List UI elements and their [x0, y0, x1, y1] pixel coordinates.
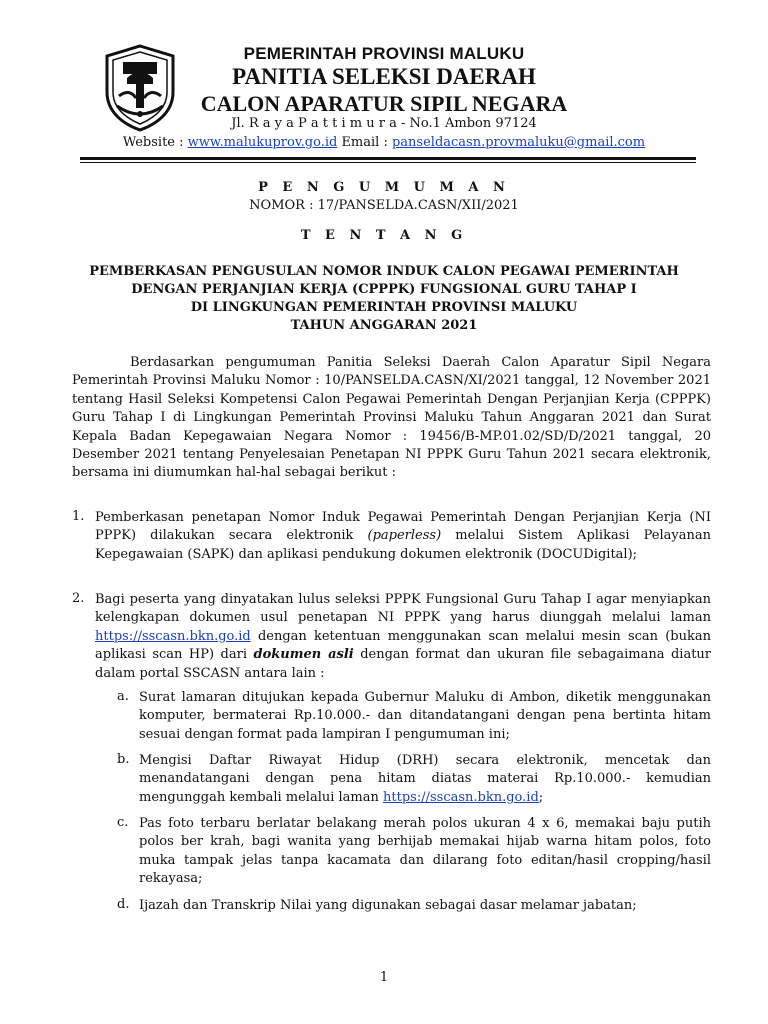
sub-item-b-letter: b. [117, 752, 130, 767]
letterhead-divider-thin [80, 162, 696, 163]
intro-paragraph: Berdasarkan pengumuman Panitia Seleksi Daerah Calon Aparatur Sipil Negara Pemerintah Provinsi Maluku Nomor : 10/PANSELDA.CASN/XI/2021 tanggal, 12 November 2021 tentang Hasil Seleksi Kompetensi Calon Pegawai Pemerintah Dengan Perjanjian Kerja (CPPPK) Guru Tahap I di Lingkungan Pemerintah Provinsi Maluku Tahun Anggaran 2021 dan Surat Kepala Badan Kepegawaian Negara Nomor : 19456/B-MP.01.02/SD/D/2021 tanggal, 20 Desember 2021 tentang Penyelesaian Penetapan NI PPPK Guru Tahun 2021 secara elektronik, bersama ini diumumkan hal-hal sebagai berikut : [72, 355, 711, 481]
sub-item-b-text [139, 752, 711, 807]
website-label: Website : [122, 135, 188, 150]
email-label: Email : [337, 135, 392, 150]
item-1-number: 1. [72, 509, 85, 524]
item-2-number: 2. [72, 591, 85, 606]
item-2-text-d: dengan format dan ukuran file sebagaimana diatur dalam portal SSCASN antara lain : [95, 647, 712, 681]
sub-item-d-letter: d. [117, 897, 130, 912]
title-line-2: DENGAN PERJANJIAN KERJA (CPPPK) FUNGSIONAL GURU TAHAP I [131, 282, 637, 297]
sub-item-c-letter: c. [117, 815, 129, 830]
item-1-paperless: (paperless) [367, 528, 442, 544]
committee-name: PANITIA SELEKSI DAERAH [232, 64, 536, 89]
page-number: 1 [379, 970, 389, 985]
sub-item-a-text: Surat lamaran ditujukan kepada Gubernur Maluku di Ambon, diketik menggunakan komputer, bermaterai Rp.10.000.- dan ditandatangani dengan pena bertinta hitam sesuai dengan format pada lampiran I pengumuman ini; [139, 690, 711, 742]
sub-item-c-text: Pas foto terbaru berlatar belakang merah polos ukuran 4 x 6, memakai baju putih polos ber krah, bagi wanita yang berhijab memakai hijab warna hitam polos, foto muka tampak jelas tanpa kacamata dan dilarang foto editan/hasil cropping/hasil rekayasa; [139, 816, 711, 887]
sub-item-b-sscasn-link[interactable]: https://sscasn.bkn.go.id [383, 789, 539, 805]
item-2-text [95, 591, 711, 683]
contact-line [0, 135, 768, 150]
committee-subtitle: CALON APARATUR SIPIL NEGARA [200, 91, 568, 116]
announcement-heading: P E N G U M U M A N [258, 180, 510, 195]
title-line-4: TAHUN ANGGARAN 2021 [290, 318, 478, 333]
item-2-sscasn-link[interactable]: https://sscasn.bkn.go.id [95, 628, 251, 644]
government-name: PEMERINTAH PROVINSI MALUKU [243, 44, 525, 63]
item-1-text-c: melalui Sistem Aplikasi Pelayanan Kepegawaian (SAPK) dan aplikasi pendukung dokumen elektronik (DOCUDigital); [95, 528, 711, 562]
sub-item-d-text: Ijazah dan Transkrip Nilai yang digunakan sebagai dasar melamar jabatan; [139, 898, 637, 913]
item-2-original-document: dokumen asli [253, 647, 354, 663]
item-2-text-a: Bagi peserta yang dinyatakan lulus seleksi PPPK Fungsional Guru Tahap I agar menyiapkan kelengkapan dokumen usul penetapan NI PPPK yang harus diunggah melalui laman [95, 592, 711, 626]
sub-item-b-text-2: ; [538, 789, 544, 805]
letterhead [0, 0, 768, 160]
sub-item-a-letter: a. [117, 689, 129, 704]
sub-item-b-text-1: Mengisi Daftar Riwayat Hidup (DRH) secara elektronik, mencetak dan menandatangani dengan pena hitam diatas materai Rp.10.000.- kemudian mengunggah kembali melalui laman [139, 753, 711, 805]
item-1-text-a: Pemberkasan penetapan Nomor Induk Pegawai Pemerintah Dengan Perjanjian Kerja (NI PPPK) dilakukan secara elektronik [95, 510, 711, 544]
item-2-text-b: dengan ketentuan menggunakan scan melalui mesin scan (bukan aplikasi scan HP) dari [95, 628, 711, 663]
subject-heading: T E N T A N G [300, 228, 468, 243]
address: Jl. R a y a P a t t i m u r a - No.1 Ambon 97124 [231, 116, 537, 131]
title-line-3: DI LINGKUNGAN PEMERINTAH PROVINSI MALUKU [190, 300, 578, 315]
letterhead-divider-thick [80, 157, 696, 160]
item-1-text [95, 509, 711, 564]
announcement-number: NOMOR : 17/PANSELDA.CASN/XII/2021 [249, 198, 519, 213]
email-link[interactable]: panseldacasn.provmaluku@gmail.com [391, 135, 646, 150]
title-line-1: PEMBERKASAN PENGUSULAN NOMOR INDUK CALON PEGAWAI PEMERINTAH [89, 264, 679, 279]
website-link[interactable]: www.malukuprov.go.id [187, 135, 338, 150]
